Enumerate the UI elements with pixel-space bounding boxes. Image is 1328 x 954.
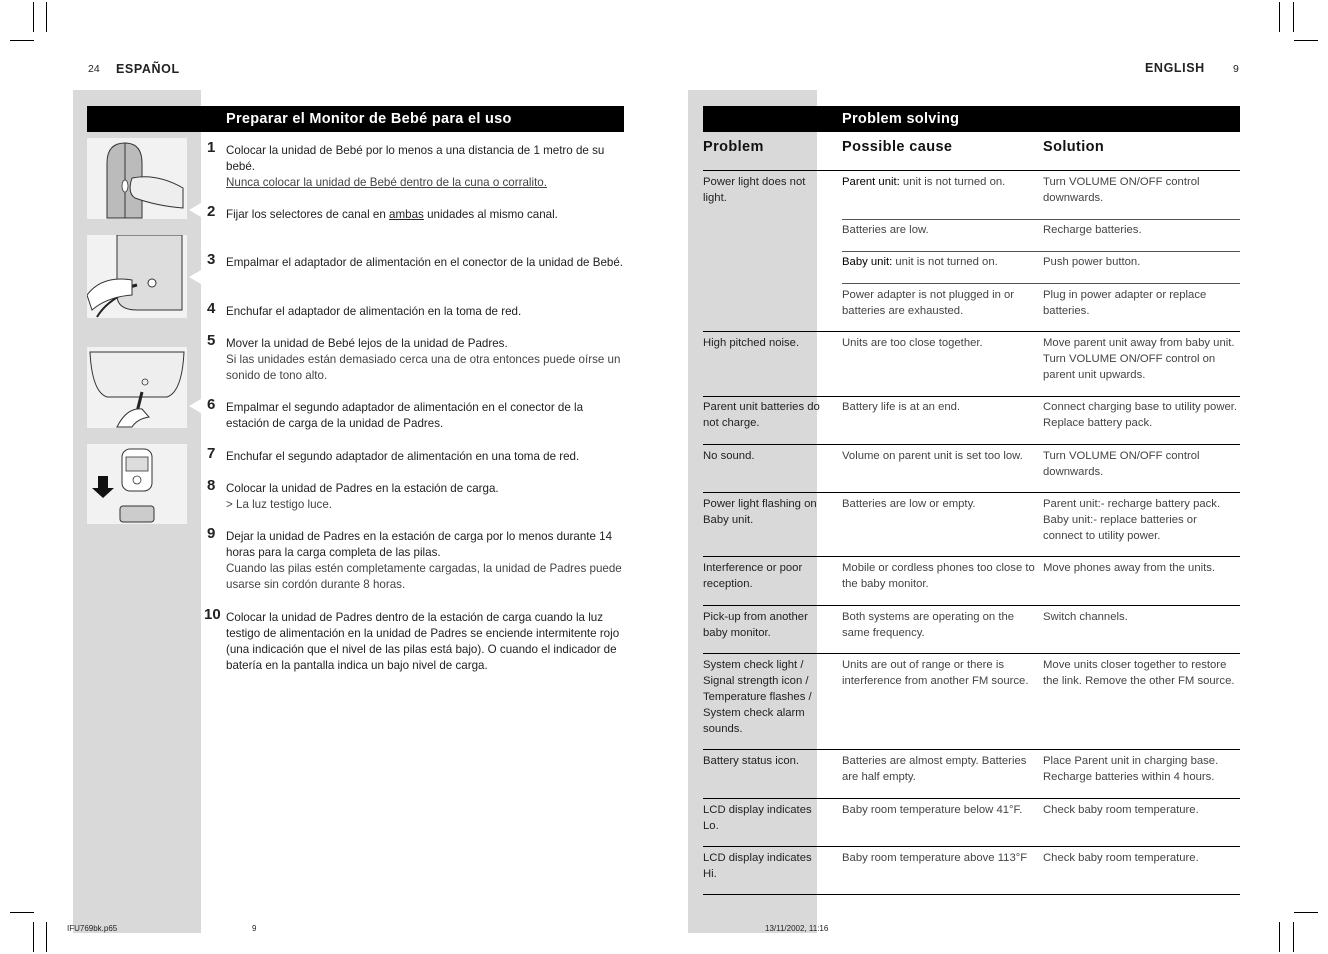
solution-cell: Connect charging base to utility power. Replace battery pack.: [1043, 401, 1238, 429]
cause-cell: Units are too close together.: [842, 337, 983, 349]
step-text: Colocar la unidad de Padres en la estación de carga.: [226, 482, 499, 495]
solution-cell: Check baby room temperature.: [1043, 852, 1199, 864]
solution-cell: Plug in power adapter or replace batteries.: [1043, 289, 1207, 317]
cause-label: Baby unit:: [842, 256, 893, 268]
right-language-label: ENGLISH: [1145, 61, 1205, 75]
step-number: 10: [204, 606, 221, 623]
solution-cell: Move parent unit away from baby unit. Turn VOLUME ON/OFF control on parent unit upwards.: [1043, 337, 1235, 381]
problem-cell: Power light does not light.: [703, 176, 806, 204]
cause-cell: Baby room temperature above 113°F: [842, 852, 1028, 864]
parent-unit-charging-illustration: [87, 444, 187, 524]
down-arrow-icon: [92, 476, 114, 498]
header-cause: Possible cause: [842, 139, 953, 155]
left-section-title: Preparar el Monitor de Bebé para el uso: [226, 111, 512, 127]
step-note: Nunca colocar la unidad de Bebé dentro de la cuna o corralito.: [226, 176, 547, 189]
problem-cell: Battery status icon.: [703, 755, 800, 767]
right-section-title-bar: [703, 106, 1240, 132]
problem-cell: Power light flashing on Baby unit.: [703, 498, 817, 526]
header-problem: Problem: [703, 139, 764, 155]
step-text: Empalmar el adaptador de alimentación en el conector de la unidad de Bebé.: [226, 256, 624, 269]
solution-cell: Check baby room temperature.: [1043, 804, 1199, 816]
solution-cell: Switch channels.: [1043, 611, 1128, 623]
charging-base-illustration: [87, 347, 187, 428]
problem-cell: Pick-up from another baby monitor.: [703, 611, 808, 639]
solution-cell: Recharge batteries.: [1043, 224, 1142, 236]
step-text: Mover la unidad de Bebé lejos de la unidad de Padres.: [226, 337, 508, 350]
cause-cell: Batteries are low.: [842, 224, 929, 236]
problem-cell: Parent unit batteries do not charge.: [703, 401, 820, 429]
cause-cell: Baby unit: unit is not turned on.: [842, 256, 998, 268]
adapter-plug-illustration: [87, 235, 187, 318]
solution-cell: Turn VOLUME ON/OFF control downwards.: [1043, 176, 1200, 204]
step-number: 4: [207, 300, 216, 317]
footer-page: 9: [252, 924, 257, 933]
step-number: 6: [207, 396, 216, 413]
step-text: Enchufar el adaptador de alimentación en la toma de red.: [226, 305, 522, 318]
step-text: Fijar los selectores de canal en: [226, 208, 390, 221]
solution-cell: Turn VOLUME ON/OFF control downwards.: [1043, 450, 1200, 478]
header-solution: Solution: [1043, 139, 1105, 155]
cause-cell: Both systems are operating on the same frequency.: [842, 611, 1015, 639]
problem-cell: High pitched noise.: [703, 337, 800, 349]
problem-cell: No sound.: [703, 450, 755, 462]
pointer-arrow-1: [189, 203, 201, 217]
footer-file: IFU769bk.p65: [67, 924, 118, 933]
problem-cell: LCD display indicates Hi.: [703, 852, 812, 880]
problem-cell: LCD display indicates Lo.: [703, 804, 812, 832]
cause-cell: Battery life is at an end.: [842, 401, 961, 413]
cause-cell: Units are out of range or there is interference from another FM source.: [842, 659, 1029, 687]
cause-cell: Mobile or cordless phones too close to the baby monitor.: [842, 562, 1035, 590]
solution-cell: Push power button.: [1043, 256, 1141, 268]
step-text: Empalmar el segundo adaptador de alimentación en el conector de la estación de carga de la unidad de Padres.: [226, 401, 584, 430]
step-number: 5: [207, 332, 216, 349]
left-language-label: ESPAÑOL: [116, 62, 180, 76]
step-text-underlined: ambas: [389, 208, 424, 221]
step-number: 2: [207, 203, 216, 220]
step-text: Colocar la unidad de Bebé por lo menos a una distancia de 1 metro de su bebé.: [226, 144, 605, 173]
pointer-arrow-3: [189, 399, 201, 413]
step-number: 3: [207, 251, 216, 268]
pointer-arrow-2: [189, 270, 201, 284]
cause-cell: Volume on parent unit is set too low.: [842, 450, 1023, 462]
solution-cell: Move units closer together to restore the link. Remove the other FM source.: [1043, 659, 1235, 687]
step-number: 8: [207, 477, 216, 494]
right-page-number: 9: [1233, 63, 1239, 75]
baby-unit-illustration: [87, 138, 187, 219]
problem-cell: Interference or poor reception.: [703, 562, 803, 590]
cause-cell: Baby room temperature below 41°F.: [842, 804, 1023, 816]
step-note: Cuando las pilas estén completamente cargadas, la unidad de Padres puede usarse sin cordón durante 8 horas.: [226, 562, 622, 591]
cause-cell: Batteries are low or empty.: [842, 498, 976, 510]
solution-cell: Place Parent unit in charging base. Recharge batteries within 4 hours.: [1043, 755, 1219, 783]
right-section-title: Problem solving: [842, 111, 960, 127]
cause-cell: Batteries are almost empty. Batteries are half empty.: [842, 755, 1027, 783]
step-note: Si las unidades están demasiado cerca una de otra entonces puede oírse un sonido de tono alto.: [226, 353, 621, 382]
cause-cell: Parent unit: unit is not turned on.: [842, 176, 1006, 188]
step-text: Dejar la unidad de Padres en la estación de carga por lo menos durante 14 horas para la carga completa de las pilas.: [226, 530, 613, 559]
step-text: Enchufar el segundo adaptador de alimentación en una toma de red.: [226, 450, 580, 463]
step-note: > La luz testigo luce.: [226, 498, 333, 511]
cause-cell: Power adapter is not plugged in or batteries are exhausted.: [842, 289, 1015, 317]
left-section-title-bar: [87, 106, 624, 132]
step-text: unidades al mismo canal.: [423, 208, 558, 221]
solution-cell: Parent unit:- recharge battery pack. Baby unit:- replace batteries or connect to utility power.: [1043, 498, 1221, 542]
step-number: 1: [207, 139, 216, 156]
step-text: Colocar la unidad de Padres dentro de la estación de carga cuando la luz testigo de alimentación en la unidad de Padres se enciende intermitente rojo (una indicación que el nivel de las pilas está bajo). O cuando el indicador de batería en la pantalla indica un bajo nivel de carga.: [226, 611, 620, 672]
problem-cell: System check light / Signal strength icon / Temperature flashes / System check alarm sounds.: [703, 659, 812, 735]
left-page-number: 24: [88, 63, 100, 75]
cause-label: Parent unit:: [842, 176, 900, 188]
solution-cell: Move phones away from the units.: [1043, 562, 1216, 574]
step-number: 9: [207, 525, 216, 542]
footer-date: 13/11/2002, 11:16: [765, 924, 829, 933]
step-number: 7: [207, 445, 216, 462]
